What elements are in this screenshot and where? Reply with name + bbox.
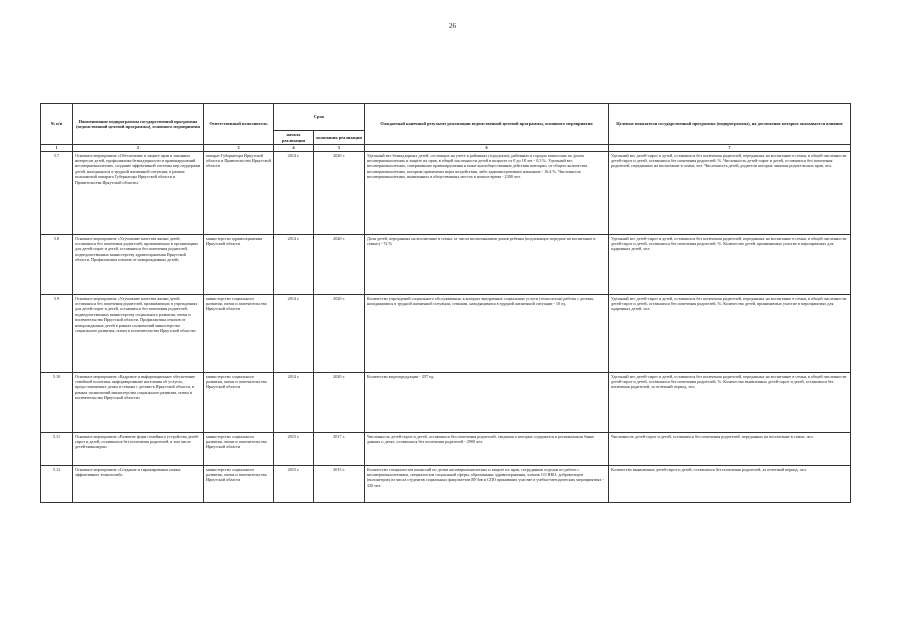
header-start: начала реализации <box>274 131 314 145</box>
row-indicators: Удельный вес детей-сирот и детей, оставшихся без попечения родителей, переданных на воспитание в семьи, в общей численности детей-сирот и детей, оставшихся без попечения родителей, %. Количество выявленных детей-сирот и детей, оставшихся без попечения родителей, за отчетный период, чел. <box>609 372 851 432</box>
header-indicators: Целевые показатели государственной программы (подпрограммы), на достижение которых оказывается влияние <box>609 104 851 145</box>
table-row <box>41 372 851 432</box>
table-row <box>41 234 851 294</box>
table-row <box>41 432 851 465</box>
row-num: 5.7 <box>41 151 73 234</box>
table-row <box>41 294 851 372</box>
row-indicators: Удельный вес детей-сирот и детей, оставшихся без попечения родителей, переданных на воспитание в семьи, в общей численности детей-сирот и детей, оставшихся без попечения родителей, %. Количество детей, принимаемых участие в мероприятиях для одаренных детей, чел. <box>609 234 851 294</box>
header-executor: Ответственный исполнитель <box>204 104 274 145</box>
row-indicators: Удельный вес детей-сирот и детей, оставшихся без попечения родителей, переданных на воспитание в семьи, в общей численности детей-сирот и детей, оставшихся без попечения родителей, %. Численность детей-сирот и детей, оставшихся без попечения родителей, переданных на воспитание в семьи, чел. Численность детей, родители которых лишены родительских прав, чел. <box>609 151 851 234</box>
row-end: 2020 г. <box>314 294 365 372</box>
row-num: 5.8 <box>41 234 73 294</box>
row-name: Основное мероприятие «Улучшение качества жизни детей, оставшихся без попечения родителей, проживающих в организациях для детей-сирот и детей, оставшихся без попечения родителей, подведомственных министерству здравоохранения Иркутской области. Профилактика отказов от новорожденных детей» <box>73 234 204 294</box>
table-row <box>41 151 851 234</box>
row-name: Основное мероприятие «Улучшение качества жизни детей, оставшихся без попечения родителей, проживающих в учреждениях для детей-сирот и детей, оставшихся без попечения родителей, подведомственных министерству социального развития, опеки и попечительства Иркутской области. Профилактика отказов от новорожденных детей в рамках полномочий министерства социального развития, опеки и попечительства Иркутской области» <box>73 294 204 372</box>
header-num: № п/п <box>41 104 73 145</box>
row-name: Основное мероприятие «Кадровое и информационное обеспечение семейной политики, информирование населения об услугах, предоставляемых детям и семьям с детьми в Иркутской области, в рамках полномочий министерства социального развития, опеки и попечительства Иркутской области» <box>73 372 204 432</box>
col-number: 6 <box>365 145 609 151</box>
header-term: Срок <box>274 104 365 131</box>
row-num: 5.11 <box>41 432 73 465</box>
row-result: Доля детей, переданных на воспитание в семьи, от числа воспитанников домов ребенка (подлежащих передаче на воспитание в семью) - 72 % <box>365 234 609 294</box>
row-num: 5.12 <box>41 465 73 502</box>
row-executor: министерство социального развития, опеки и попечительства Иркутской области <box>204 372 274 432</box>
row-start: 2014 г. <box>274 234 314 294</box>
row-num: 5.10 <box>41 372 73 432</box>
row-start: 2014 г. <box>274 372 314 432</box>
col-number: 7 <box>609 145 851 151</box>
row-executor: аппарат Губернатора Иркутской области и Правительства Иркутской области <box>204 151 274 234</box>
col-number: 1 <box>41 145 73 151</box>
row-end: 2015 г. <box>314 465 365 502</box>
row-end: 2020 г. <box>314 234 365 294</box>
row-name: Основное мероприятие «Создание и тиражирование новых эффективных технологий» <box>73 465 204 502</box>
row-start: 2014 г. <box>274 294 314 372</box>
row-indicators: Количество выявленных детей-сирот и детей, оставшихся без попечения родителей, за отчетный период, чел. <box>609 465 851 502</box>
header-result: Ожидаемый конечный результат реализации ведомственной целевой программы, основного мероприятия <box>365 104 609 145</box>
table-row <box>41 465 851 502</box>
row-executor: министерство социального развития, опеки и попечительства Иркутской области <box>204 465 274 502</box>
row-executor: министерство социального развития, опеки и попечительства Иркутской области <box>204 432 274 465</box>
row-indicators: Численность детей-сирот и детей, оставшихся без попечения родителей, переданных на воспитание в семьи, чел. <box>609 432 851 465</box>
row-name: Основное мероприятие «Обеспечение в защите прав и законных интересов детей, профилактика безнадзорности и правонарушений несовершеннолетних, создание эффективной системы мер поддержки детей, находящихся в трудной жизненной ситуации, в рамках полномочий аппарата Губернатора Иркутской области и Правительства Иркутской области» <box>73 151 204 234</box>
row-num: 5.9 <box>41 294 73 372</box>
program-table <box>40 103 851 503</box>
row-start: 2014 г. <box>274 151 314 234</box>
row-result: Количество учреждений социального обслуживания, в которых внедренные социальные услуги (технологии) работы с детьми, находящимися в трудной жизненной ситуации, семьями, находящимися в трудной жизненной ситуации - 10 ед. <box>365 294 609 372</box>
row-end: 2017 г. <box>314 432 365 465</box>
row-result: Количество видеопродукции - 257 ед. <box>365 372 609 432</box>
row-executor: министерство здравоохранения Иркутской области <box>204 234 274 294</box>
row-result: Удельный вес безнадзорных детей, состоящих на учете в районных (городских), районных в городах комиссиях по делам несовершеннолетних и защите их прав, в общей численности детей в возрасте от 0 до 18 лет - 0,5 %. Удельный вес несовершеннолетних, совершивших правонарушения и иные антиобщественные действия повторно, от общего количества несовершеннолетних, которым применены меры воздействия, либо административное наказание - 16,4 %. Численность несовершеннолетних, выявленных в общественных местах в ночное время - 2300 чел. <box>365 151 609 234</box>
header-end: окончания реализации <box>314 131 365 145</box>
col-number: 3 <box>204 145 274 151</box>
row-start: 2015 г. <box>274 465 314 502</box>
row-indicators: Удельный вес детей-сирот и детей, оставшихся без попечения родителей, переданных на воспитание в семьи, в общей численности детей-сирот и детей, оставшихся без попечения родителей, %. Количество детей, принимаемых участие в мероприятиях для одаренных детей, чел. <box>609 294 851 372</box>
header-name: Наименование подпрограммы государственной программы (ведомственной целевой программы), основного мероприятия <box>73 104 204 145</box>
row-result: Численность детей-сирот и детей, оставшихся без попечения родителей, сведения о которых содержатся в региональном банке данных о детях, оставшихся без попечения родителей - 2900 чел. <box>365 432 609 465</box>
row-result: Количество специалистов комиссий по делам несовершеннолетних и защите их прав, сотрудников отделов по работе с несовершеннолетними, специалистов социальной сферы, образования, здравоохранения, членов СО НКО, добровольцев (волонтеров) из числа студентов социальных факультетов ВУЗов и СПО принявших участие в учебно-методических мероприятиях - 330 чел. <box>365 465 609 502</box>
row-end: 2020 г. <box>314 151 365 234</box>
page-number: 26 <box>449 22 456 30</box>
col-number: 4 <box>274 145 314 151</box>
col-number: 5 <box>314 145 365 151</box>
row-executor: министерство социального развития, опеки и попечительства Иркутской области <box>204 294 274 372</box>
row-end: 2020 г. <box>314 372 365 432</box>
row-start: 2015 г. <box>274 432 314 465</box>
col-number: 2 <box>73 145 204 151</box>
row-name: Основное мероприятие «Развитие форм семейного устройства детей-сирот и детей, оставшихся без попечения родителей, в том числе детей-инвалидов» <box>73 432 204 465</box>
